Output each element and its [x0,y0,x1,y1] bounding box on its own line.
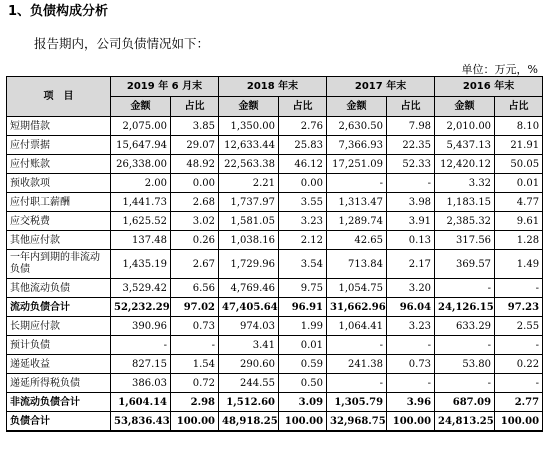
row-label: 其他流动负债 [7,279,111,298]
amount-cell: 12,633.44 [219,136,279,155]
amount-cell: 1,625.52 [111,212,171,231]
ratio-cell: 96.91 [279,298,327,317]
ratio-cell: - [171,336,219,355]
amount-cell: 317.56 [435,231,495,250]
ratio-cell: 3.02 [171,212,219,231]
table-row [7,317,543,336]
ratio-cell: 3.09 [279,393,327,412]
ratio-cell: 3.55 [279,193,327,212]
ratio-cell: 0.50 [279,374,327,393]
amount-cell: 47,405.64 [219,298,279,317]
ratio-cell: 0.73 [387,355,435,374]
row-label: 短期借款 [7,117,111,136]
ratio-cell: - [495,374,543,393]
amount-cell: 1,441.73 [111,193,171,212]
amount-cell: - [327,374,387,393]
ratio-cell: - [387,174,435,193]
amount-cell: 7,366.93 [327,136,387,155]
amount-cell: 1,313.47 [327,193,387,212]
liability-table [6,76,543,432]
table-row [7,117,543,136]
amount-subheader: 金额 [435,97,495,117]
ratio-cell: 7.98 [387,117,435,136]
amount-cell: 32,968.75 [327,412,387,432]
amount-cell: 1,038.16 [219,231,279,250]
amount-cell: 26,338.00 [111,155,171,174]
amount-cell: 3.32 [435,174,495,193]
ratio-cell: 29.07 [171,136,219,155]
amount-cell: 31,662.96 [327,298,387,317]
amount-cell: 369.57 [435,250,495,279]
ratio-cell: 52.33 [387,155,435,174]
ratio-cell: 9.61 [495,212,543,231]
amount-cell: 2.21 [219,174,279,193]
amount-cell: 713.84 [327,250,387,279]
table-row [7,174,543,193]
amount-cell: 5,437.13 [435,136,495,155]
amount-cell: - [327,336,387,355]
ratio-cell: 1.54 [171,355,219,374]
ratio-cell: 1.99 [279,317,327,336]
ratio-cell: 96.04 [387,298,435,317]
ratio-cell: 4.77 [495,193,543,212]
ratio-cell: - [387,374,435,393]
amount-cell: 390.96 [111,317,171,336]
ratio-cell: 3.96 [387,393,435,412]
table-row [7,279,543,298]
table-row [7,155,543,174]
amount-cell: 53,836.43 [111,412,171,432]
ratio-cell: - [495,279,543,298]
ratio-cell: 0.72 [171,374,219,393]
ratio-cell: 21.91 [495,136,543,155]
unit-note: 单位：万元，% [461,63,538,76]
row-label: 预计负债 [7,336,111,355]
amount-cell: 290.60 [219,355,279,374]
ratio-cell: 100.00 [279,412,327,432]
ratio-cell: 0.26 [171,231,219,250]
amount-cell: 1,183.15 [435,193,495,212]
amount-cell: - [435,374,495,393]
amount-subheader: 金额 [327,97,387,117]
ratio-cell: 0.00 [171,174,219,193]
ratio-cell: 1.28 [495,231,543,250]
amount-cell: 827.15 [111,355,171,374]
row-label: 长期应付款 [7,317,111,336]
row-label: 其他应付款 [7,231,111,250]
amount-subheader: 金额 [219,97,279,117]
row-label: 应付职工薪酬 [7,193,111,212]
amount-cell: 2,075.00 [111,117,171,136]
ratio-cell: 2.98 [171,393,219,412]
ratio-cell: - [495,336,543,355]
amount-cell: 1,064.41 [327,317,387,336]
ratio-cell: 1.49 [495,250,543,279]
row-label: 负债合计 [7,412,111,432]
amount-cell: 241.38 [327,355,387,374]
amount-cell: 3.41 [219,336,279,355]
intro-text: 报告期内，公司负债情况如下： [34,36,210,51]
row-label: 递延收益 [7,355,111,374]
ratio-subheader: 占比 [171,97,219,117]
ratio-cell: 0.00 [279,174,327,193]
amount-subheader: 金额 [111,97,171,117]
ratio-cell: 3.20 [387,279,435,298]
ratio-cell: 22.35 [387,136,435,155]
amount-cell: 3,529.42 [111,279,171,298]
row-label: 流动负债合计 [7,298,111,317]
amount-cell: 974.03 [219,317,279,336]
ratio-cell: 100.00 [495,412,543,432]
amount-cell: 2,630.50 [327,117,387,136]
ratio-subheader: 占比 [279,97,327,117]
amount-cell: - [435,279,495,298]
amount-cell: 2.00 [111,174,171,193]
table-row [7,355,543,374]
table-row [7,193,543,212]
ratio-cell: 50.05 [495,155,543,174]
ratio-cell: 3.23 [279,212,327,231]
ratio-cell: 2.68 [171,193,219,212]
amount-cell: 1,350.00 [219,117,279,136]
amount-cell: - [435,336,495,355]
table-row [7,298,543,317]
period-header: 2016 年末 [435,77,543,97]
amount-cell: 24,126.15 [435,298,495,317]
row-label: 非流动负债合计 [7,393,111,412]
row-label: 递延所得税负债 [7,374,111,393]
amount-cell: 244.55 [219,374,279,393]
amount-cell: - [111,336,171,355]
ratio-cell: 25.83 [279,136,327,155]
row-label: 应付票据 [7,136,111,155]
ratio-cell: 3.91 [387,212,435,231]
period-header: 2019 年 6 月末 [111,77,219,97]
ratio-cell: 3.23 [387,317,435,336]
amount-cell: - [327,174,387,193]
ratio-cell: 2.77 [495,393,543,412]
ratio-cell: 100.00 [387,412,435,432]
amount-cell: 53.80 [435,355,495,374]
ratio-cell: 48.92 [171,155,219,174]
amount-cell: 42.65 [327,231,387,250]
period-header: 2018 年末 [219,77,327,97]
ratio-cell: 0.01 [279,336,327,355]
amount-cell: 633.29 [435,317,495,336]
ratio-cell: 6.56 [171,279,219,298]
ratio-cell: 2.67 [171,250,219,279]
ratio-cell: 2.12 [279,231,327,250]
ratio-cell: 2.17 [387,250,435,279]
amount-cell: 1,289.74 [327,212,387,231]
amount-cell: 1,512.60 [219,393,279,412]
table-row [7,250,543,279]
ratio-cell: 0.13 [387,231,435,250]
amount-cell: 15,647.94 [111,136,171,155]
amount-cell: 1,737.97 [219,193,279,212]
amount-cell: 4,769.46 [219,279,279,298]
table-row [7,336,543,355]
ratio-cell: 8.10 [495,117,543,136]
amount-cell: 1,435.19 [111,250,171,279]
ratio-subheader: 占比 [495,97,543,117]
row-label: 一年内到期的非流动负债 [7,250,111,279]
amount-cell: 1,054.75 [327,279,387,298]
amount-cell: 687.09 [435,393,495,412]
amount-cell: 1,581.05 [219,212,279,231]
ratio-cell: 100.00 [171,412,219,432]
table-row [7,393,543,412]
amount-cell: 137.48 [111,231,171,250]
amount-cell: 386.03 [111,374,171,393]
ratio-subheader: 占比 [387,97,435,117]
row-label: 预收款项 [7,174,111,193]
section-heading: 1、负债构成分析 [8,4,109,19]
table-row [7,374,543,393]
ratio-cell: 46.12 [279,155,327,174]
table-row [7,231,543,250]
amount-cell: 2,385.32 [435,212,495,231]
ratio-cell: 3.85 [171,117,219,136]
amount-cell: 1,604.14 [111,393,171,412]
amount-cell: 12,420.12 [435,155,495,174]
amount-cell: 52,232.29 [111,298,171,317]
ratio-cell: 3.98 [387,193,435,212]
period-header: 2017 年末 [327,77,435,97]
amount-cell: 1,305.79 [327,393,387,412]
ratio-cell: 0.22 [495,355,543,374]
ratio-cell: 3.54 [279,250,327,279]
ratio-cell: 0.59 [279,355,327,374]
amount-cell: 48,918.25 [219,412,279,432]
ratio-cell: 2.55 [495,317,543,336]
amount-cell: 2,010.00 [435,117,495,136]
ratio-cell: 97.02 [171,298,219,317]
ratio-cell: 0.73 [171,317,219,336]
ratio-cell: 0.01 [495,174,543,193]
table-row [7,412,543,432]
amount-cell: 1,729.96 [219,250,279,279]
table-body [7,117,543,432]
table-row [7,212,543,231]
table-row [7,136,543,155]
amount-cell: 17,251.09 [327,155,387,174]
ratio-cell: 9.75 [279,279,327,298]
ratio-cell: 97.23 [495,298,543,317]
ratio-cell: - [387,336,435,355]
amount-cell: 22,563.38 [219,155,279,174]
row-label: 应付账款 [7,155,111,174]
amount-cell: 24,813.25 [435,412,495,432]
row-label: 应交税费 [7,212,111,231]
ratio-cell: 2.76 [279,117,327,136]
item-header: 项 目 [7,77,111,117]
